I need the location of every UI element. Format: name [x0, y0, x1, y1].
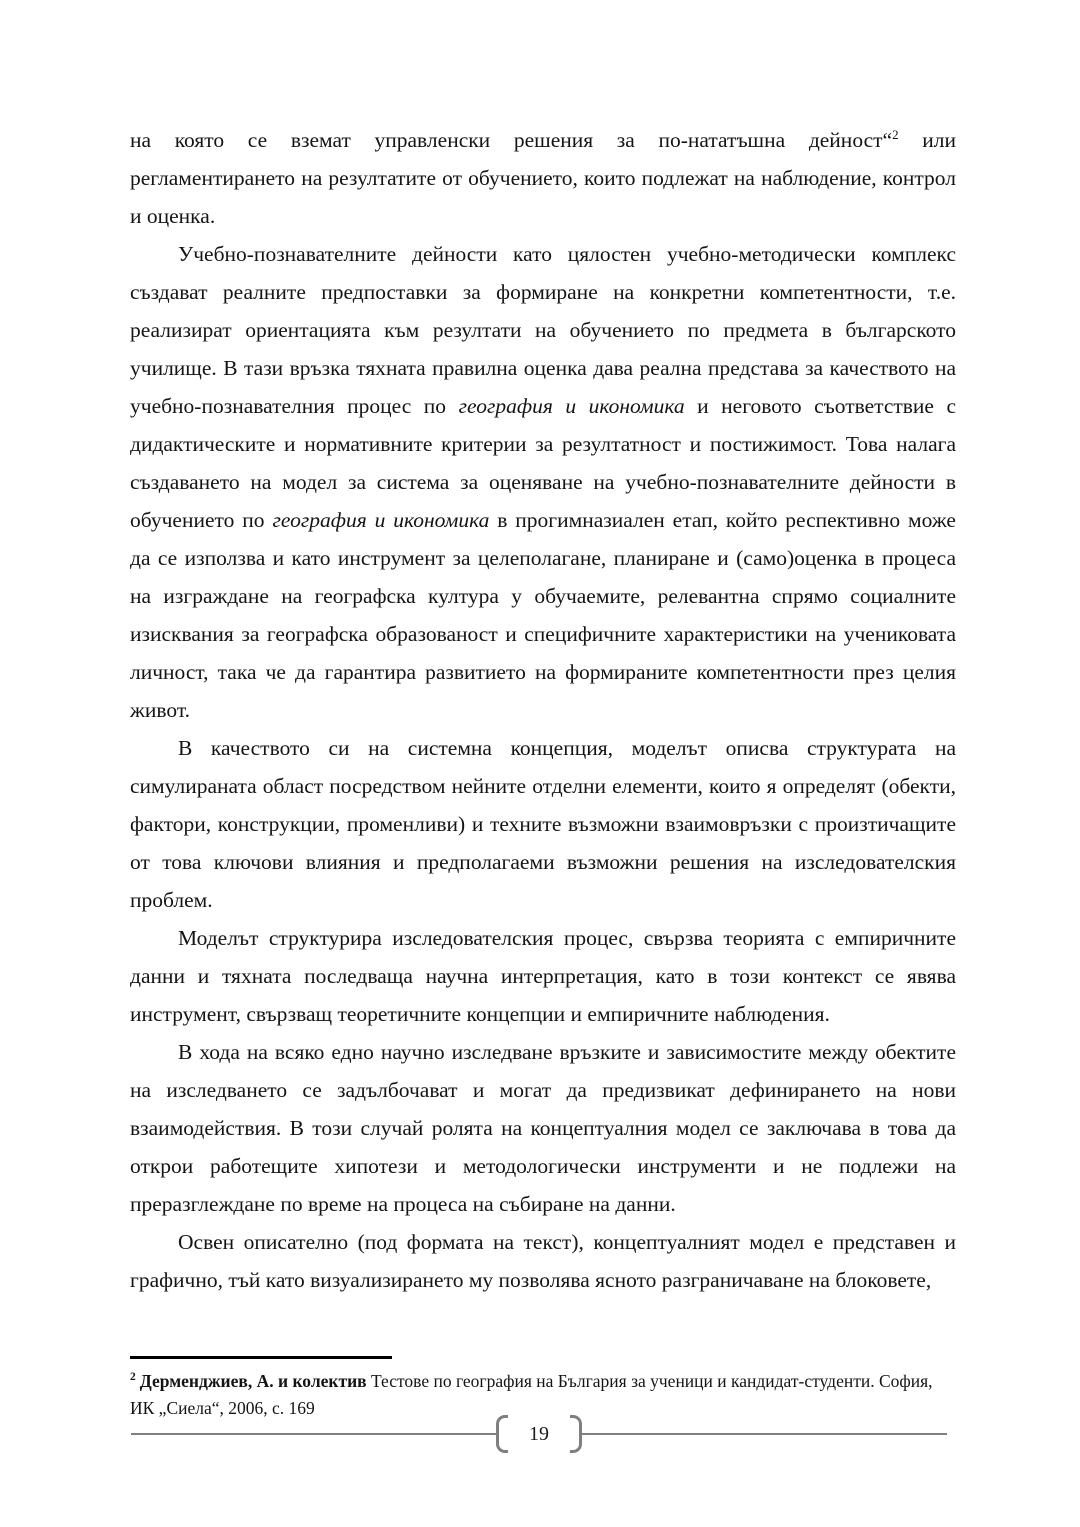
footnote-author: Дерменджиев, А. и колектив — [139, 1371, 367, 1391]
footer-rule-left — [131, 1433, 496, 1435]
page-footer — [131, 1412, 947, 1456]
italic-phrase: география и икономика — [458, 394, 685, 418]
paragraph-6: Освен описателно (под формата на текст), концептуалният модел е представен и графично, тъй като визуализирането му позволява ясното разграничаване на блоковете, — [130, 1230, 956, 1292]
footnote-body-text: Тестове по география на България за ученици и кандидат-студенти. София, ИК „Сиела“, 2006, с. 169 — [130, 1371, 933, 1418]
paragraph-4: Моделът структурира изследователския процес, свързва теорията с емпиричните данни и тяхната последваща научна интерпретация, като в този контекст се явява инструмент, свързващ теоретичните концепции и емпиричните наблюдения. — [130, 926, 956, 1026]
page-body — [130, 121, 956, 1299]
paragraph-1 — [130, 121, 956, 235]
paragraph-text: Учебно-познавателните дейности като цялостен учебно-методически комплекс създават реалните предпоставки за формиране на конкретни компетентности, т.е. реализират ориентацията към резултати на обучението по предмета в българското училище. В тази връзка тяхната правилна оценка дава реална представа за качеството на учебно-познавателния процес по — [130, 242, 956, 418]
footer-rule-right — [582, 1433, 947, 1435]
paragraph-text: в прогимназиален етап, който респективно може да се използва и като инструмент за целеполагане, планиране и (само)оценка в процеса на изграждане на географска култура у обучаемите, релевантна спрямо социалните изисквания за географска образованост и специфичните характеристики на учениковата личност, така че да гарантира развитието на формираните компетентности през целия живот. — [130, 508, 956, 722]
italic-phrase: география и икономика — [272, 508, 490, 532]
page-number: 19 — [529, 1422, 549, 1445]
footnote-reference: 2 — [892, 126, 899, 142]
left-bracket-icon — [496, 1415, 508, 1453]
paragraph-text: или регламентирането на резултатите от обучението, които подлежат на наблюдение, контрол и оценка. — [130, 128, 956, 228]
paragraph-text: на която се вземат управленски решения за по-нататъшна дейност“ — [130, 128, 893, 152]
paragraph-3: В качеството си на системна концепция, моделът описва структурата на симулираната област посредством нейните отделни елементи, които я определят (обекти, фактори, конструкции, променливи) и техните възможни взаимовръзки с произтичащите от това ключови влияния и предполагаеми възможни решения на изследователския проблем. — [130, 736, 956, 912]
footnote-separator — [130, 1356, 392, 1359]
paragraph-text: и неговото съответствие с дидактическите и нормативните критерии за резултатност и постижимост. Това налага създаването на модел за система за оценяване на учебно-познавателните дейности в обучението по — [130, 394, 956, 532]
paragraph-2 — [130, 235, 956, 729]
footnote-marker: 2 — [130, 1371, 136, 1384]
paragraph-5: В хода на всяко едно научно изследване връзките и зависимостите между обектите на изследването се задълбочават и могат да предизвикат дефинирането на нови взаимодействия. В този случай ролята на концептуалния модел се заключава в това да открои работещите хипотези и методологически инструменти и не подлежи на преразглеждане по време на процеса на събиране на данни. — [130, 1040, 956, 1216]
right-bracket-icon — [570, 1415, 582, 1453]
